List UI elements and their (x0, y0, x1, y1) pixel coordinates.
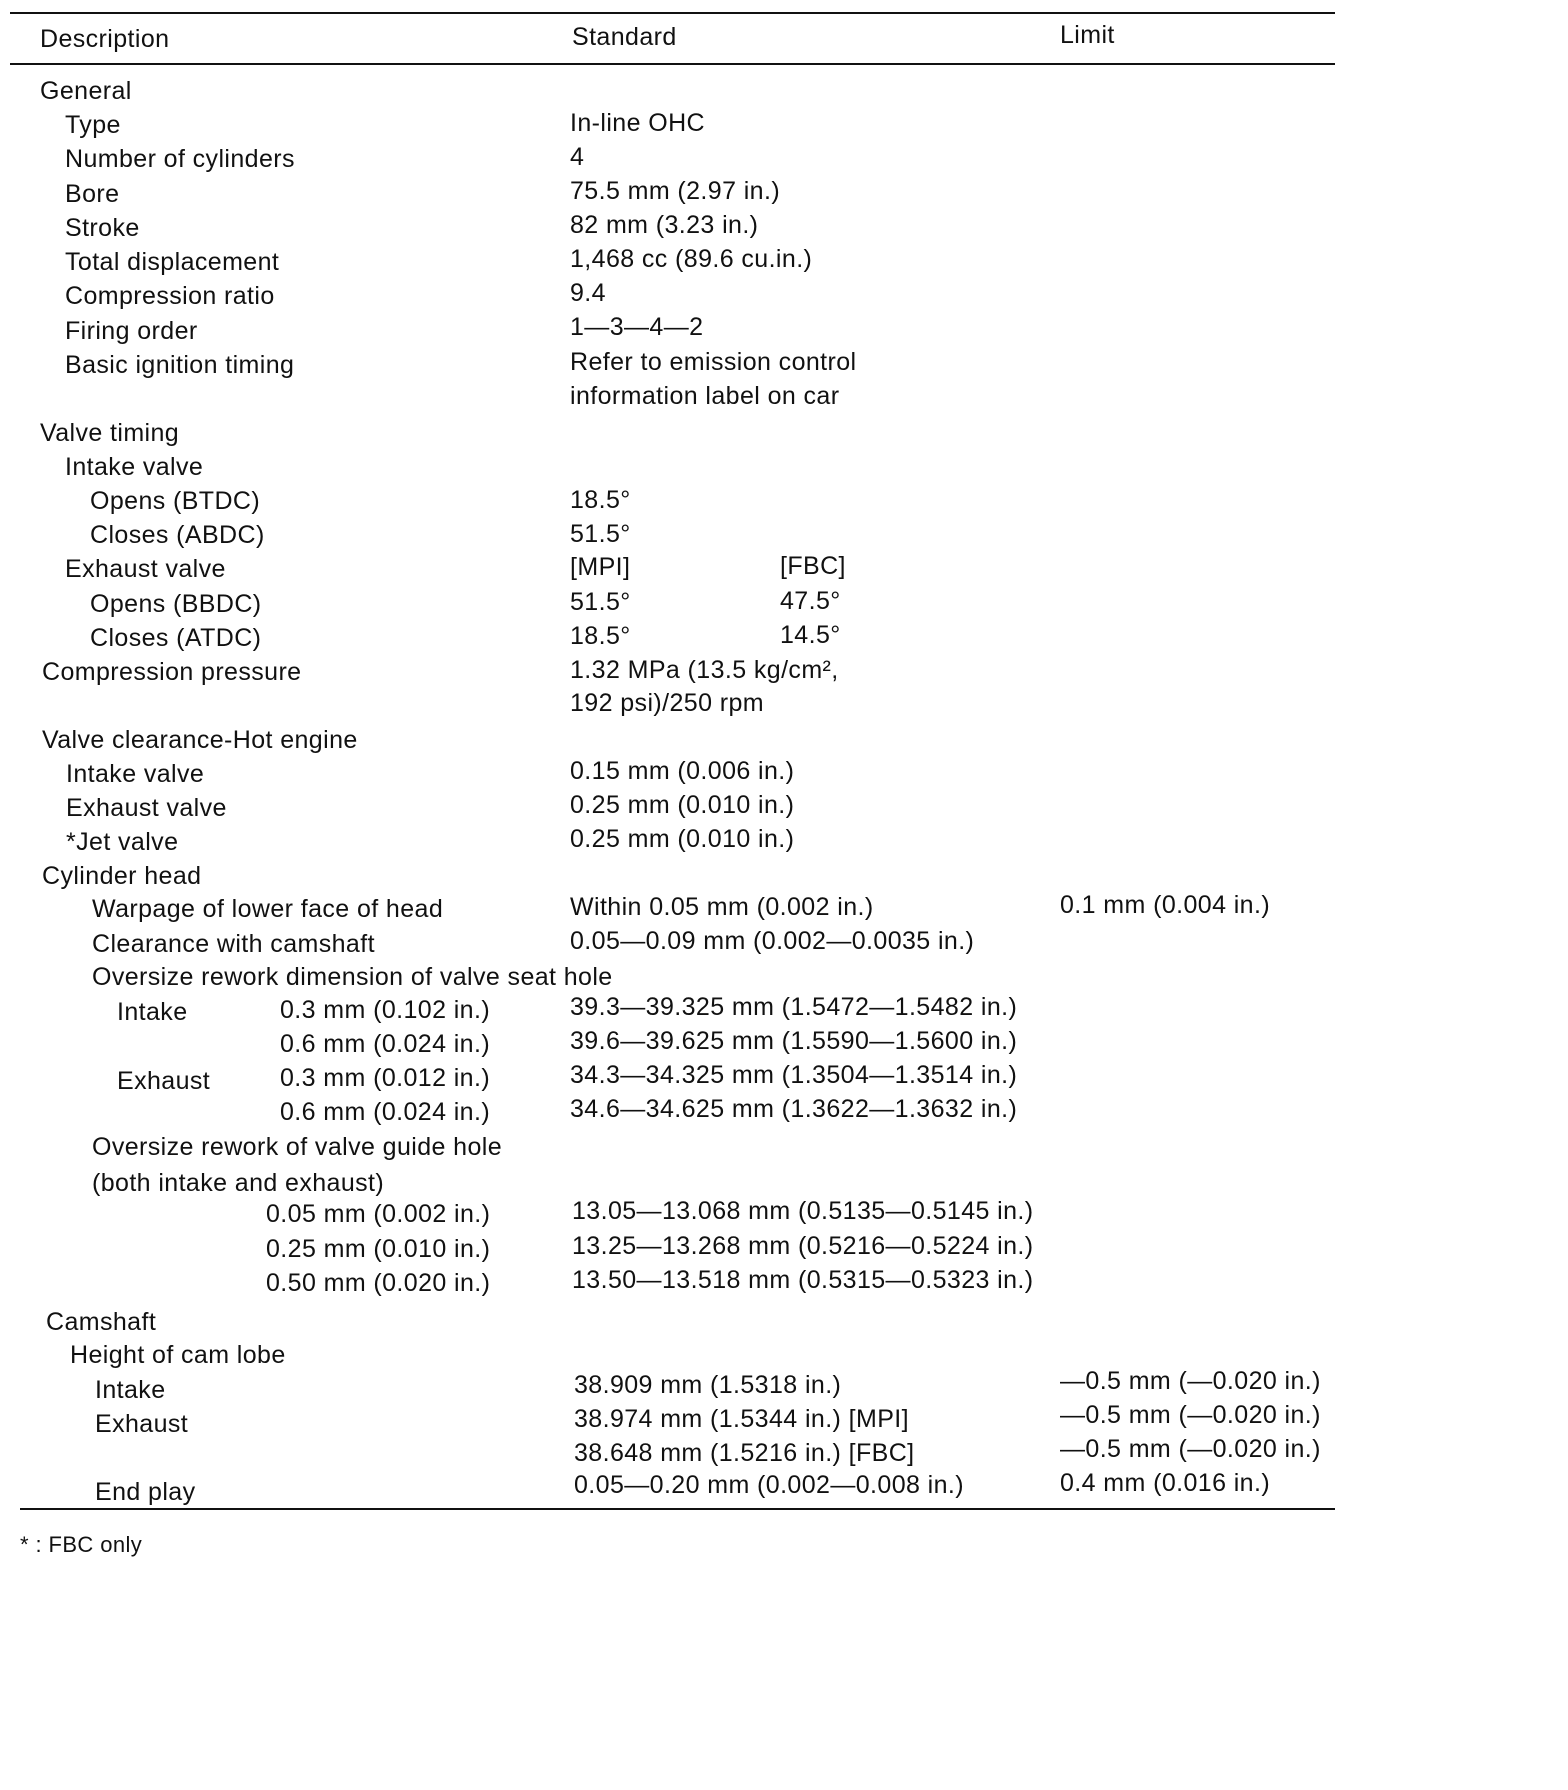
row-label: *Jet valve (66, 828, 179, 856)
row-size: 0.05 mm (0.002 in.) (266, 1200, 491, 1228)
row-size: 0.3 mm (0.012 in.) (280, 1064, 491, 1092)
row-label: Opens (BBDC) (90, 590, 262, 618)
row-standard: Within 0.05 mm (0.002 in.) (570, 893, 874, 921)
row-size: 0.50 mm (0.020 in.) (266, 1269, 491, 1297)
header-description: Description (40, 25, 170, 53)
row-standard: 51.5° (570, 520, 631, 548)
subsection-label: Height of cam lobe (70, 1341, 286, 1369)
row-label: Exhaust (95, 1410, 189, 1438)
row-standard-fbc: 47.5° (780, 587, 841, 615)
row-standard: Refer to emission control (570, 348, 857, 376)
row-label: Total displacement (65, 248, 280, 276)
row-label: Firing order (65, 317, 198, 345)
row-standard: 4 (570, 143, 585, 171)
subsection-label: Oversize rework dimension of valve seat hole (92, 963, 613, 991)
section-valve-clearance: Valve clearance-Hot engine (42, 726, 358, 754)
row-label: Warpage of lower face of head (92, 895, 444, 923)
row-size: 0.25 mm (0.010 in.) (266, 1235, 491, 1263)
row-standard: 1.32 MPa (13.5 kg/cm², (570, 656, 839, 684)
row-limit: —0.5 mm (—0.020 in.) (1060, 1367, 1321, 1395)
row-standard: 34.6—34.625 mm (1.3622—1.3632 in.) (570, 1095, 1018, 1123)
header-rule (10, 63, 1335, 65)
row-label: Opens (BTDC) (90, 487, 261, 515)
subsection-label: Oversize rework of valve guide hole (92, 1133, 503, 1161)
row-limit: 0.1 mm (0.004 in.) (1060, 891, 1271, 919)
row-standard: 1,468 cc (89.6 cu.in.) (570, 245, 813, 273)
footnote: * : FBC only (20, 1532, 143, 1557)
row-label: Number of cylinders (65, 145, 295, 173)
section-camshaft: Camshaft (46, 1308, 157, 1336)
row-label: Closes (ABDC) (90, 521, 265, 549)
row-standard-mpi: [MPI] (570, 553, 631, 581)
row-limit: 0.4 mm (0.016 in.) (1060, 1469, 1271, 1497)
row-label: Intake (117, 998, 188, 1026)
section-general: General (40, 77, 132, 105)
row-standard: 34.3—34.325 mm (1.3504—1.3514 in.) (570, 1061, 1018, 1089)
row-standard: 0.25 mm (0.010 in.) (570, 791, 795, 819)
row-standard: 13.25—13.268 mm (0.5216—0.5224 in.) (572, 1232, 1034, 1260)
row-standard-mpi: 51.5° (570, 588, 631, 616)
header-standard: Standard (572, 23, 677, 51)
row-label: Stroke (65, 214, 140, 242)
row-label: Bore (65, 180, 120, 208)
row-standard: 38.648 mm (1.5216 in.) [FBC] (574, 1439, 915, 1467)
row-size: 0.6 mm (0.024 in.) (280, 1098, 491, 1126)
row-standard-fbc: 14.5° (780, 621, 841, 649)
row-limit: —0.5 mm (—0.020 in.) (1060, 1435, 1321, 1463)
row-standard: information label on car (570, 382, 840, 410)
row-standard-mpi: 18.5° (570, 622, 631, 650)
section-valve-timing: Valve timing (40, 419, 180, 447)
subsection-label: Intake valve (65, 453, 204, 481)
header-limit: Limit (1060, 21, 1115, 49)
row-label: Basic ignition timing (65, 351, 295, 379)
top-rule (10, 12, 1335, 14)
row-label: Clearance with camshaft (92, 930, 375, 958)
subsection-label: (both intake and exhaust) (92, 1169, 385, 1197)
row-size: 0.3 mm (0.102 in.) (280, 996, 491, 1024)
subsection-label: Exhaust valve (65, 555, 226, 583)
row-standard: 38.974 mm (1.5344 in.) [MPI] (574, 1405, 909, 1433)
row-label: Type (65, 111, 121, 139)
row-label: End play (95, 1478, 196, 1506)
row-label: Compression pressure (42, 658, 302, 686)
row-limit: —0.5 mm (—0.020 in.) (1060, 1401, 1321, 1429)
row-standard: 0.25 mm (0.010 in.) (570, 825, 795, 853)
row-standard: In-line OHC (570, 109, 705, 137)
row-standard: 192 psi)/250 rpm (570, 689, 764, 717)
row-standard: 18.5° (570, 486, 631, 514)
row-standard-fbc: [FBC] (780, 552, 846, 580)
row-standard: 39.6—39.625 mm (1.5590—1.5600 in.) (570, 1027, 1018, 1055)
row-label: Compression ratio (65, 282, 275, 310)
row-standard: 9.4 (570, 279, 606, 307)
row-label: Intake valve (66, 760, 205, 788)
section-cylinder-head: Cylinder head (42, 862, 202, 890)
row-standard: 13.05—13.068 mm (0.5135—0.5145 in.) (572, 1197, 1034, 1225)
row-size: 0.6 mm (0.024 in.) (280, 1030, 491, 1058)
row-standard: 1—3—4—2 (570, 313, 704, 341)
row-standard: 13.50—13.518 mm (0.5315—0.5323 in.) (572, 1266, 1034, 1294)
row-standard: 0.05—0.20 mm (0.002—0.008 in.) (574, 1471, 964, 1499)
row-label: Exhaust (117, 1067, 211, 1095)
row-label: Closes (ATDC) (90, 624, 262, 652)
row-standard: 75.5 mm (2.97 in.) (570, 177, 781, 205)
row-standard: 82 mm (3.23 in.) (570, 211, 759, 239)
row-standard: 38.909 mm (1.5318 in.) (574, 1371, 842, 1399)
row-standard: 0.15 mm (0.006 in.) (570, 757, 795, 785)
row-standard: 39.3—39.325 mm (1.5472—1.5482 in.) (570, 993, 1018, 1021)
row-standard: 0.05—0.09 mm (0.002—0.0035 in.) (570, 927, 975, 955)
row-label: Exhaust valve (66, 794, 227, 822)
row-label: Intake (95, 1376, 166, 1404)
bottom-rule (20, 1508, 1335, 1510)
